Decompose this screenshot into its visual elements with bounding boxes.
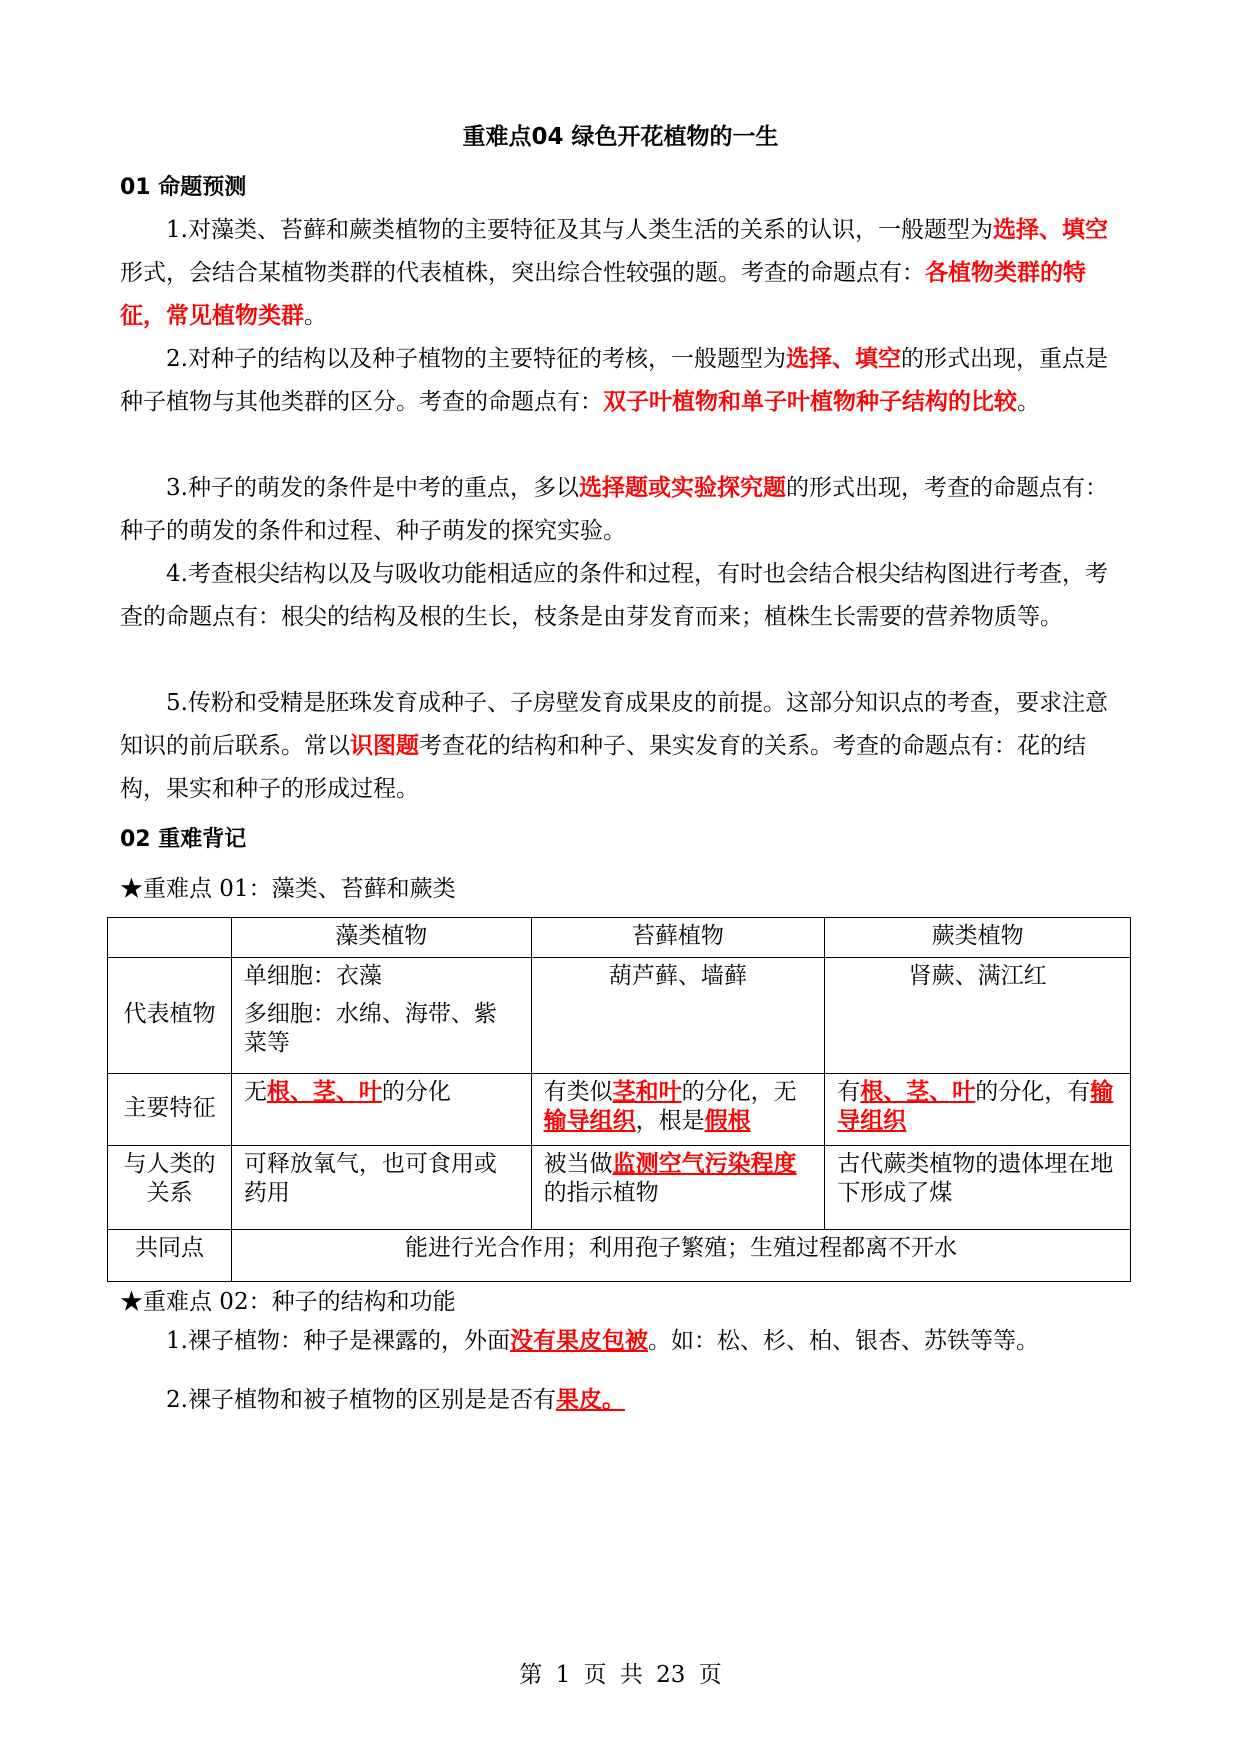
table-header-cell: 苔藓植物 bbox=[531, 918, 825, 958]
text-run: 的分化，有 bbox=[975, 1079, 1091, 1105]
highlighted-text: 没有果皮包被 bbox=[509, 1328, 648, 1354]
key-point-2-heading: ★重难点 02：种子的结构和功能 bbox=[120, 1289, 456, 1315]
table-cell: 肾蕨、满江红 bbox=[825, 958, 1131, 1074]
text-run: 被当做 bbox=[543, 1151, 613, 1177]
text-run: 5.传粉和受精是胚珠发育成种子、子房壁发育成果皮的前提。这部分知识点的考查，要求注意知识的前后联系。常以 bbox=[120, 690, 1108, 759]
key-term: 根、茎、叶 bbox=[860, 1079, 976, 1105]
key-term: 监测空气污染程度 bbox=[612, 1151, 797, 1177]
forecast-paragraph-5 bbox=[120, 682, 1120, 811]
seed-paragraph-2 bbox=[120, 1379, 1120, 1422]
text-run: 2.裸子植物和被子植物的区别是是否有 bbox=[166, 1387, 556, 1413]
forecast-paragraph-2 bbox=[120, 338, 1120, 424]
key-term: 输导组织 bbox=[543, 1108, 636, 1134]
highlighted-text: 各植物类群的特征，常见植物类群 bbox=[120, 260, 1086, 329]
table-header-cell: 藻类植物 bbox=[231, 918, 531, 958]
text-run: 。 bbox=[304, 303, 327, 329]
seed-paragraph-1 bbox=[120, 1320, 1120, 1363]
text-run: 4.考查根尖结构以及与吸收功能相适应的条件和过程，有时也会结合根尖结构图进行考查，考查的命题点有：根尖的结构及根的生长，枝条是由芽发育而来；植株生长需要的营养物质等。 bbox=[120, 561, 1108, 630]
text-run: 3.种子的萌发的条件是中考的重点，多以 bbox=[166, 475, 579, 501]
text-run: 有 bbox=[837, 1079, 861, 1105]
table-cell bbox=[231, 1074, 531, 1146]
text-run: 。如：松、杉、柏、银杏、苏铁等等。 bbox=[647, 1328, 1039, 1354]
key-term: 输导组织 bbox=[837, 1079, 1114, 1134]
table-cell bbox=[825, 1146, 1131, 1230]
table-cell bbox=[531, 1146, 825, 1230]
text-run: ，根是 bbox=[635, 1108, 705, 1134]
text-run: 考查花的结构和种子、果实发育的关系。考查的命题点有：花的结构，果实和种子的形成过程。 bbox=[120, 733, 1086, 802]
text-run: 2.对种子的结构以及种子植物的主要特征的考核，一般题型为 bbox=[166, 346, 786, 372]
table-cell: 能进行光合作用；利用孢子繁殖；生殖过程都离不开水 bbox=[231, 1230, 1130, 1282]
row-label-representative: 代表植物 bbox=[108, 958, 232, 1074]
highlighted-text: 选择、填空 bbox=[992, 217, 1108, 243]
text-run: 的分化，无 bbox=[681, 1079, 797, 1105]
text-run: 1.裸子植物：种子是裸露的，外面 bbox=[166, 1328, 510, 1354]
text-run: 的形式出现，考查的命题点有：种子的萌发的条件和过程、种子萌发的探究实验。 bbox=[120, 475, 1108, 544]
page-footer: 第 1 页 共 23 页 bbox=[519, 1662, 722, 1688]
plant-groups-table bbox=[107, 917, 1131, 1282]
table-header-cell bbox=[108, 918, 232, 958]
highlighted-text: 双子叶植物和单子叶植物种子结构的比较 bbox=[603, 389, 1017, 415]
highlighted-text: 识图题 bbox=[350, 733, 419, 759]
algae-multicellular: 多细胞：水绵、海带、紫菜等 bbox=[243, 1001, 497, 1056]
text-run: 1.对藻类、苔藓和蕨类植物的主要特征及其与人类生活的关系的认识，一般题型为 bbox=[166, 217, 993, 243]
table-row bbox=[108, 1074, 1131, 1146]
page-title: 重难点04 绿色开花植物的一生 bbox=[462, 124, 779, 150]
text-run: 可释放氧气，也可食用或药用 bbox=[243, 1151, 497, 1206]
key-term: 假根 bbox=[704, 1108, 751, 1134]
text-run: 古代蕨类植物的遗体埋在地下形成了煤 bbox=[837, 1151, 1114, 1206]
table-cell: 葫芦藓、墙藓 bbox=[531, 958, 825, 1074]
key-term: 根、茎、叶 bbox=[266, 1079, 382, 1105]
table-row bbox=[108, 1230, 1131, 1282]
algae-unicellular: 单细胞：衣藻 bbox=[243, 963, 382, 989]
highlighted-text: 选择题或实验探究题 bbox=[578, 475, 786, 501]
table-row bbox=[108, 1146, 1131, 1230]
table-cell bbox=[825, 1074, 1131, 1146]
table-row bbox=[108, 958, 1131, 1074]
highlighted-text: 选择、填空 bbox=[785, 346, 901, 372]
forecast-paragraph-3 bbox=[120, 467, 1120, 553]
text-run: 的分化 bbox=[381, 1079, 451, 1105]
text-run: 形式，会结合某植物类群的代表植株，突出综合性较强的题。考查的命题点有： bbox=[120, 260, 925, 286]
section-heading-forecast: 01 命题预测 bbox=[120, 175, 247, 200]
highlighted-text: 果皮。 bbox=[555, 1387, 625, 1413]
table-cell bbox=[231, 1146, 531, 1230]
row-label-features: 主要特征 bbox=[108, 1074, 232, 1146]
table-header-row bbox=[108, 918, 1131, 958]
text-run: 的形式出现，重点是种子植物与其他类群的区分。考查的命题点有： bbox=[120, 346, 1108, 415]
text-run: 的指示植物 bbox=[543, 1180, 659, 1206]
row-label-relation: 与人类的关系 bbox=[108, 1146, 232, 1230]
forecast-paragraph-4 bbox=[120, 553, 1120, 639]
row-label-common: 共同点 bbox=[108, 1230, 232, 1282]
table-cell bbox=[231, 958, 531, 1074]
table-cell bbox=[531, 1074, 825, 1146]
key-term: 茎和叶 bbox=[612, 1079, 682, 1105]
text-run: 。 bbox=[1017, 389, 1040, 415]
table-header-cell: 蕨类植物 bbox=[825, 918, 1131, 958]
forecast-paragraph-1 bbox=[120, 209, 1120, 338]
key-point-1-heading: ★重难点 01：藻类、苔藓和蕨类 bbox=[120, 876, 456, 902]
section-heading-key-points: 02 重难背记 bbox=[120, 827, 247, 852]
text-run: 无 bbox=[243, 1079, 267, 1105]
text-run: 有类似 bbox=[543, 1079, 613, 1105]
